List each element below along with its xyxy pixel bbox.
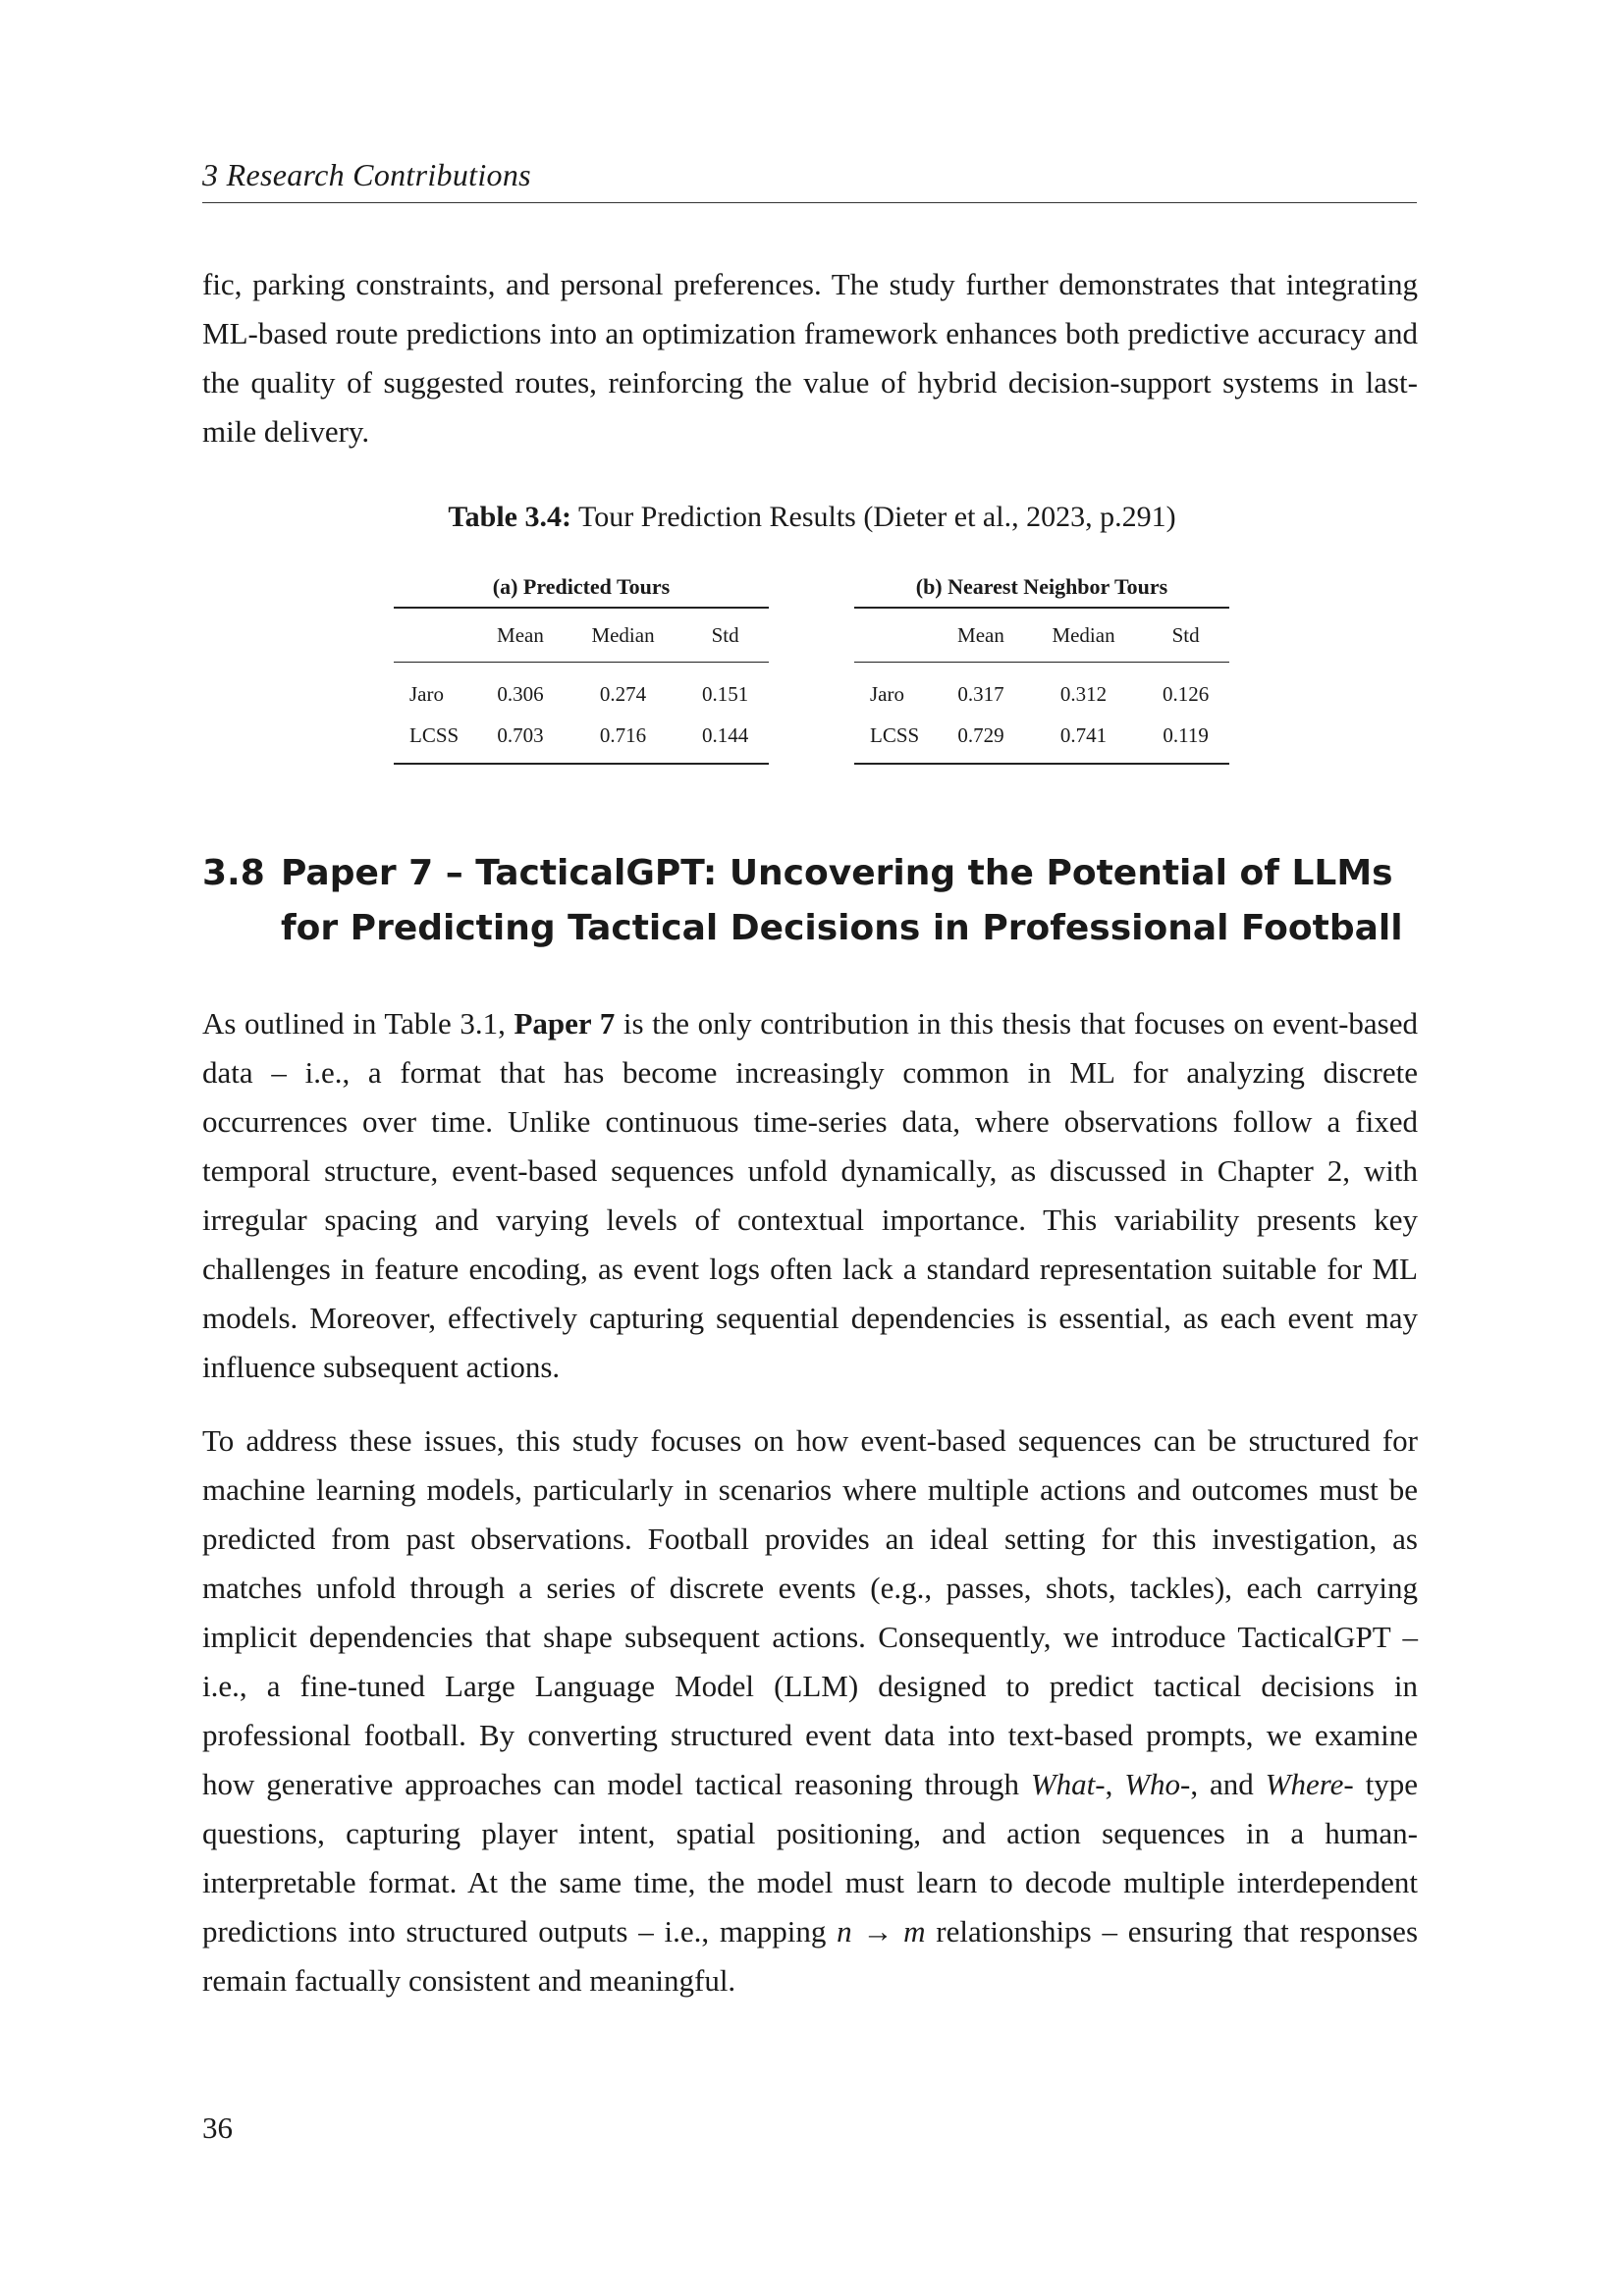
emphasis-what: What-	[1030, 1767, 1106, 1801]
running-header	[202, 155, 1417, 203]
emphasis-who: Who-	[1124, 1767, 1191, 1801]
text-run: ,	[1105, 1767, 1125, 1801]
table-a	[394, 609, 769, 765]
paragraph-tacticalgpt	[202, 1416, 1418, 2005]
table-row	[394, 663, 769, 716]
text-run: relationships – ensuring that responses remain factually consistent and meaningful.	[202, 1914, 1419, 1998]
page-number: 36	[202, 2110, 233, 2145]
cell-median: 0.741	[1025, 715, 1142, 764]
emphasis-where: Where-	[1265, 1767, 1354, 1801]
paper-reference: Paper 7	[514, 1006, 616, 1041]
row-label: LCSS	[854, 715, 937, 764]
cell-std: 0.119	[1142, 715, 1229, 764]
table-row	[394, 715, 769, 764]
text-run: is the only contribution in this thesis that focuses on event-based data – i.e., a format that has become increasingly common in ML for analyzing discrete occurrences over time. Unlike continuous time-series data, where observations follow a fixed temporal structure, event-based sequences unfold dynamically, as discussed in Chapter 2, with irregular spacing and varying levels of contextual importance. This variability presents key challenges in feature encoding, as event logs often lack a standard representation suitable for ML models. Moreover, effectively capturing sequential dependencies is essential, as each event may influence subsequent actions.	[202, 1006, 1418, 1384]
table-caption-label: Table 3.4:	[448, 501, 571, 533]
table-b	[854, 609, 1229, 765]
table-header-row	[394, 609, 769, 663]
section-heading	[202, 846, 1420, 956]
subtable-predicted-tours	[394, 567, 769, 765]
column-header: Median	[565, 609, 681, 663]
table-caption	[0, 501, 1624, 534]
cell-median: 0.312	[1059, 681, 1108, 706]
cell-mean: 0.729	[937, 715, 1025, 764]
cell-std: 0.126	[1162, 681, 1210, 706]
cell-std: 0.144	[681, 715, 769, 764]
section-title: Paper 7 – TacticalGPT: Uncovering the Potential of LLMs for Predicting Tactical Decisions in Professional Football	[281, 853, 1403, 948]
section-number: 3.8	[202, 853, 265, 893]
text-run: To address these issues, this study focuses on how event-based sequences can be structured for machine learning models, particularly in scenarios where multiple actions and outcomes must be predicted from past observations. Football provides an ideal setting for this investigation, as matches unfold through a series of discrete events (e.g., passes, shots, tackles), each carrying implicit dependencies that shape subsequent actions. Consequently, we introduce TacticalGPT – i.e., a fine-tuned Large Language Model (LLM) designed to predict tactical decisions in professional football. By converting structured event data into text-based prompts, we examine how generative approaches can model tactical reasoning through	[202, 1423, 1418, 1801]
cell-mean: 0.703	[476, 715, 565, 764]
table-row	[854, 715, 1229, 764]
running-title: 3 Research Contributions	[202, 157, 531, 192]
text-run: type questions, capturing player intent, spatial positioning, and action sequences in a human-interpretable format. At the same time, the model must learn to decode multiple interdependent predictions into structured outputs – i.e., mapping	[202, 1767, 1418, 1949]
paragraph-event-data	[202, 999, 1418, 1392]
table-row	[854, 663, 1229, 716]
text-run: As outlined in Table 3.1,	[202, 1006, 514, 1041]
subtable-a-title: (a) Predicted Tours	[394, 567, 769, 609]
math-mapping: n → m	[837, 1914, 926, 1949]
row-label: Jaro	[409, 681, 444, 706]
column-header: Mean	[476, 609, 565, 663]
row-label: LCSS	[394, 715, 476, 764]
paragraph-intro-continuation: fic, parking constraints, and personal preferences. The study further demonstrates that integrating ML-based route predictions into an optimization framework enhances both predictive accuracy and the quality of suggested routes, reinforcing the value of hybrid decision-support systems in last-mile delivery.	[202, 267, 1418, 449]
subtable-nearest-neighbor-tours	[854, 567, 1229, 765]
column-header: Median	[1025, 609, 1142, 663]
cell-mean: 0.306	[497, 681, 544, 706]
cell-std: 0.151	[701, 681, 749, 706]
cell-median: 0.716	[565, 715, 681, 764]
column-header: Std	[1142, 609, 1229, 663]
table-header-row	[854, 609, 1229, 663]
cell-mean: 0.317	[957, 681, 1004, 706]
column-header: Std	[681, 609, 769, 663]
cell-median: 0.274	[599, 681, 647, 706]
subtable-b-title: (b) Nearest Neighbor Tours	[854, 567, 1229, 609]
row-label: Jaro	[870, 681, 904, 706]
table-caption-text: Tour Prediction Results (Dieter et al., 2023, p.291)	[571, 501, 1176, 533]
column-header: Mean	[937, 609, 1025, 663]
text-run: , and	[1190, 1767, 1266, 1801]
